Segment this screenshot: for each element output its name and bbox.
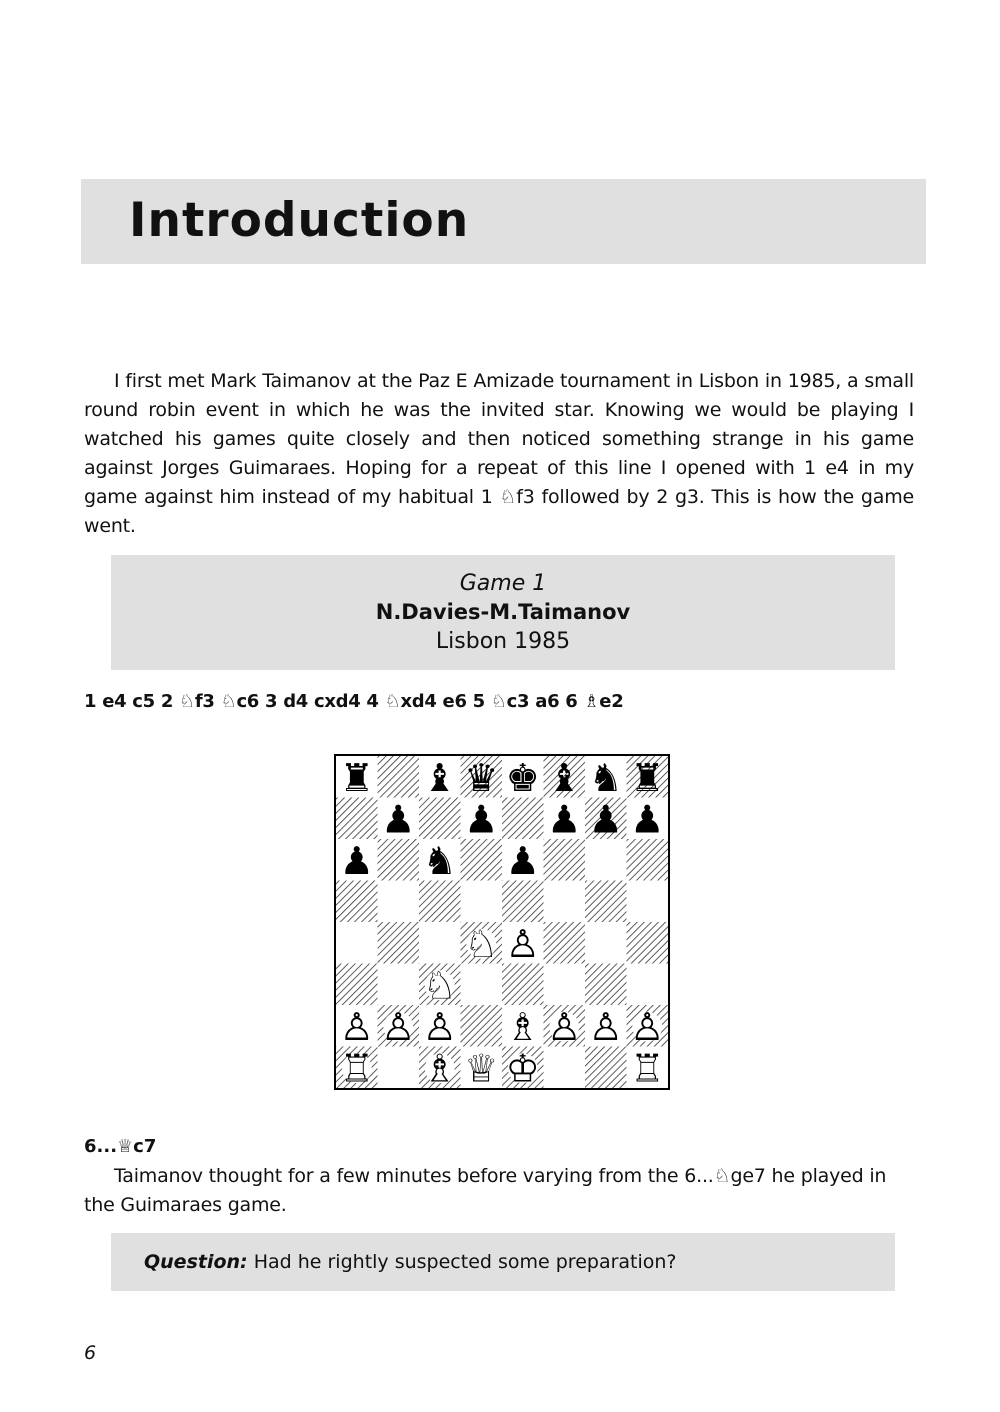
- black-bishop-icon: ♝: [547, 756, 582, 801]
- board-square-c4: [419, 922, 461, 964]
- black-pawn-icon: ♟: [381, 798, 416, 843]
- board-square-b3: [378, 964, 420, 1006]
- intro-paragraph: I first met Mark Taimanov at the Paz E Amizade tournament in Lisbon in 1985, a small round robin event in which he was the invited star. Knowing we would be playing I watched his games quite closely and then noticed something strange in his game against Jorges Guimaraes. Hoping for a repeat of this line I opened with 1 e4 in my game against him instead of my habitual 1 ♘f3 followed by 2 g3. This is how the game went.: [84, 370, 914, 537]
- board-square-a4: [336, 922, 378, 964]
- black-queen-icon: ♛: [464, 756, 499, 801]
- board-square-b4: [378, 922, 420, 964]
- board-square-e5: [502, 881, 544, 923]
- game-players: N.Davies-M.Taimanov: [375, 600, 631, 624]
- board-square-a5: [336, 881, 378, 923]
- opening-moves: 1 e4 c5 2 ♘f3 ♘c6 3 d4 cxd4 4 ♘xd4 e6 5 ♘c3 a6 6 ♗e2: [84, 691, 624, 712]
- board-square-a3: [336, 964, 378, 1006]
- black-rook-icon: ♜: [630, 756, 665, 801]
- black-pawn-icon: ♟: [588, 798, 623, 843]
- white-rook-icon: ♖: [339, 1047, 374, 1088]
- board-square-d6: [461, 839, 503, 881]
- white-pawn-icon: ♙: [505, 922, 540, 967]
- board-square-f5: [544, 881, 586, 923]
- white-pawn-icon: ♙: [381, 1005, 416, 1050]
- board-square-h6: [627, 839, 669, 881]
- white-pawn-icon: ♙: [339, 1005, 374, 1050]
- board-square-b6: [378, 839, 420, 881]
- question: [144, 1249, 677, 1275]
- black-pawn-icon: ♟: [339, 839, 374, 884]
- white-pawn-icon: ♙: [630, 1005, 665, 1050]
- board-square-f3: [544, 964, 586, 1006]
- game-number: Game 1: [459, 571, 547, 596]
- board-square-d2: [461, 1005, 503, 1047]
- board-square-f1: [544, 1047, 586, 1089]
- move-six-reply: 6...♕c7: [84, 1136, 157, 1157]
- board-square-c7: [419, 798, 461, 840]
- chapter-title: Introduction: [129, 193, 470, 248]
- question-label: Question:: [144, 1251, 248, 1273]
- game-header-box: [111, 555, 895, 670]
- black-king-icon: ♚: [505, 756, 540, 801]
- page-number: 6: [84, 1342, 97, 1364]
- white-knight-icon: ♘: [422, 964, 457, 1009]
- board-square-e7: [502, 798, 544, 840]
- board-square-h5: [627, 881, 669, 923]
- board-square-c5: [419, 881, 461, 923]
- board-square-g1: [585, 1047, 627, 1089]
- board-square-h3: [627, 964, 669, 1006]
- chess-board-diagram: [334, 754, 670, 1090]
- game-event: Lisbon 1985: [435, 629, 571, 654]
- board-square-e3: [502, 964, 544, 1006]
- white-king-icon: ♔: [505, 1047, 540, 1088]
- white-bishop-icon: ♗: [505, 1005, 540, 1050]
- board-square-g3: [585, 964, 627, 1006]
- board-square-d5: [461, 881, 503, 923]
- black-knight-icon: ♞: [422, 839, 457, 884]
- black-bishop-icon: ♝: [422, 756, 457, 801]
- board-square-b8: [378, 756, 420, 798]
- board-square-b1: [378, 1047, 420, 1089]
- white-bishop-icon: ♗: [422, 1047, 457, 1088]
- board-square-b5: [378, 881, 420, 923]
- black-pawn-icon: ♟: [630, 798, 665, 843]
- white-pawn-icon: ♙: [547, 1005, 582, 1050]
- white-pawn-icon: ♙: [588, 1005, 623, 1050]
- white-queen-icon: ♕: [464, 1047, 499, 1088]
- board-square-f4: [544, 922, 586, 964]
- black-pawn-icon: ♟: [505, 839, 540, 884]
- move-comment: Taimanov thought for a few minutes before varying from the 6...♘ge7 he played in the Guimaraes game.: [84, 1165, 887, 1216]
- board-square-g4: [585, 922, 627, 964]
- black-knight-icon: ♞: [588, 756, 623, 801]
- black-rook-icon: ♜: [339, 756, 374, 801]
- board-square-a7: [336, 798, 378, 840]
- board-square-d3: [461, 964, 503, 1006]
- board-square-h4: [627, 922, 669, 964]
- board-square-g5: [585, 881, 627, 923]
- board-square-g6: [585, 839, 627, 881]
- question-text: Had he rightly suspected some preparation?: [247, 1251, 677, 1273]
- board-square-f6: [544, 839, 586, 881]
- white-knight-icon: ♘: [464, 922, 499, 967]
- question-box: [111, 1233, 895, 1291]
- white-rook-icon: ♖: [630, 1047, 665, 1088]
- black-pawn-icon: ♟: [464, 798, 499, 843]
- white-pawn-icon: ♙: [422, 1005, 457, 1050]
- black-pawn-icon: ♟: [547, 798, 582, 843]
- chapter-heading-band: [81, 179, 926, 264]
